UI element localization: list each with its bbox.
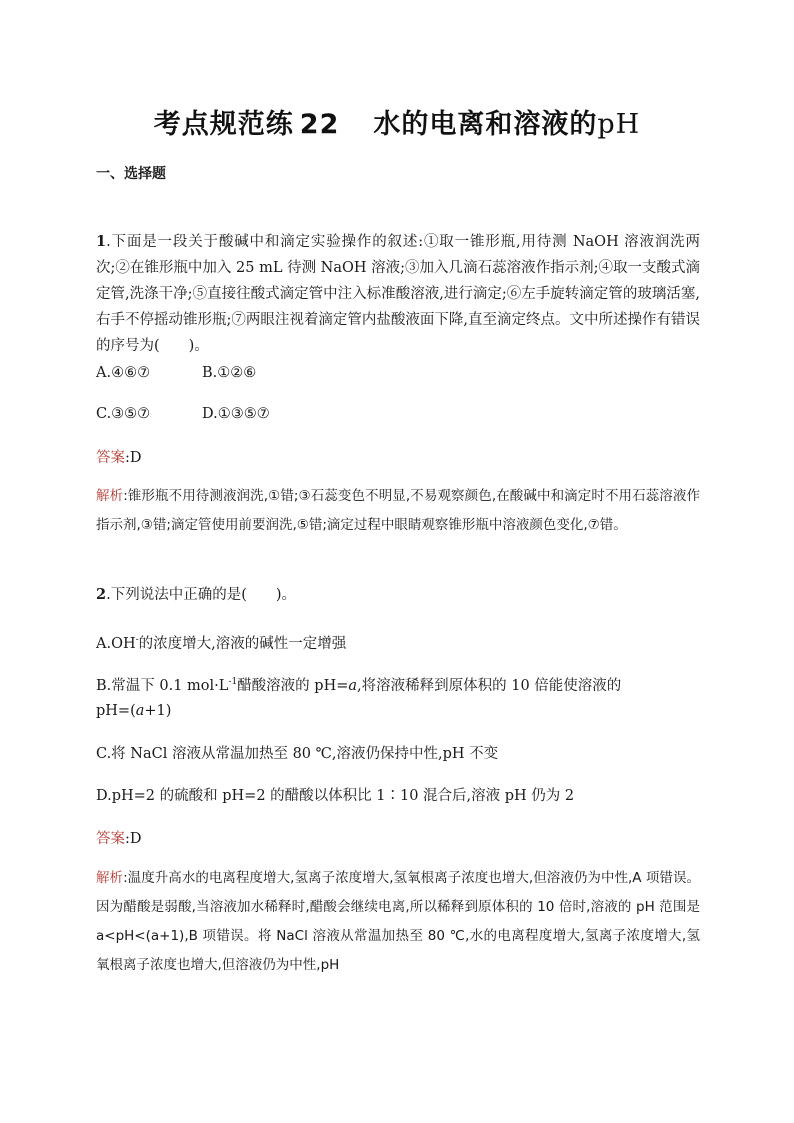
title-number: 22	[299, 109, 340, 140]
page-title	[0, 102, 794, 141]
title-main: 水的电离和溶液的	[373, 109, 598, 140]
title-ph: pH	[597, 109, 641, 140]
option-b-sup: -1	[228, 677, 238, 687]
answer-label: 答案	[96, 831, 125, 847]
question-1-option-b: B.①②⑥	[202, 365, 257, 381]
question-2-answer	[96, 828, 142, 850]
question-1-option-d: D.①③⑤⑦	[202, 406, 270, 422]
question-2-number: 2	[96, 586, 107, 603]
question-1-option-a: A.④⑥⑦	[96, 365, 151, 381]
answer-value: :D	[125, 450, 142, 466]
question-2-stem	[96, 582, 700, 608]
question-1-explanation	[96, 482, 700, 540]
question-2-option-c: C.将 NaCl 溶液从常温加热至 80 ℃,溶液仍保持中性,pH 不变	[96, 746, 499, 762]
question-1-stem	[96, 229, 700, 359]
question-2-text: .下列说法中正确的是( )。	[106, 587, 297, 603]
question-2-option-b-line2	[96, 700, 171, 722]
option-a-post: 的浓度增大,溶液的碱性一定增强	[138, 635, 347, 652]
title-prefix: 考点规范练	[153, 109, 294, 140]
question-1-answer	[96, 447, 142, 469]
option-b2-pre: pH=(	[96, 703, 136, 719]
option-b-post: ,将溶液稀释到原体积的 10 倍能使溶液的	[357, 677, 622, 694]
answer-value: :D	[125, 831, 142, 847]
explanation-label: 解析	[96, 488, 124, 504]
explanation-label: 解析	[96, 870, 124, 886]
option-b2-var: a	[135, 703, 145, 719]
option-b-pre: B.常温下 0.1 mol·L	[96, 677, 229, 694]
explanation-text: :锥形瓶不用待测液润洗,①错;③石蕊变色不明显,不易观察颜色,在酸碱中和滴定时不用石蕊溶液作指示剂,③错;滴定管使用前要润洗,⑤错;滴定过程中眼睛观察锥形瓶中溶液颜色变化,⑦错。	[96, 488, 700, 533]
option-b2-post: +1)	[144, 703, 172, 719]
question-2-option-a	[96, 629, 346, 655]
question-1-option-c: C.③⑤⑦	[96, 406, 151, 422]
option-b-mid: 醋酸溶液的 pH=	[237, 677, 349, 694]
option-a-sup: -	[135, 635, 139, 645]
explanation-text: :温度升高水的电离程度增大,氢离子浓度增大,氢氧根离子浓度也增大,但溶液仍为中性,A 项错误。因为醋酸是弱酸,当溶液加水稀释时,醋酸会继续电离,所以稀释到原体积的 10 倍时,溶液的 pH 范围是 a<pH<(a+1),B 项错误。将 NaCl 溶液从常温加热至 80 ℃,水的电离程度增大,氢离子浓度增大,氢氧根离子浓度也增大,但溶液仍为中性,pH	[96, 870, 700, 973]
section-heading: 一、选择题	[96, 166, 166, 182]
question-2-explanation	[96, 864, 700, 980]
option-a-pre: A.OH	[96, 635, 136, 652]
question-2-option-b	[96, 671, 621, 697]
question-1-text: .下面是一段关于酸碱中和滴定实验操作的叙述:①取一锥形瓶,用待测 NaOH 溶液润洗两次;②在锥形瓶中加入 25 mL 待测 NaOH 溶液;③加入几滴石蕊溶液作指示剂;④取一支酸式滴定管,洗涤干净;⑤直接往酸式滴定管中注入标准酸溶液,进行滴定;⑥左手旋转滴定管的玻璃活塞,右手不停摇动锥形瓶;⑦两眼注视着滴定管内盐酸液面下降,直至滴定终点。文中所述操作有错误的序号为( )。	[96, 234, 700, 354]
question-1-number: 1	[96, 233, 107, 250]
answer-label: 答案	[96, 450, 125, 466]
question-2-option-d: D.pH=2 的硫酸和 pH=2 的醋酸以体积比 1∶10 混合后,溶液 pH 仍为 2	[96, 788, 575, 804]
option-b-var: a	[348, 677, 358, 694]
